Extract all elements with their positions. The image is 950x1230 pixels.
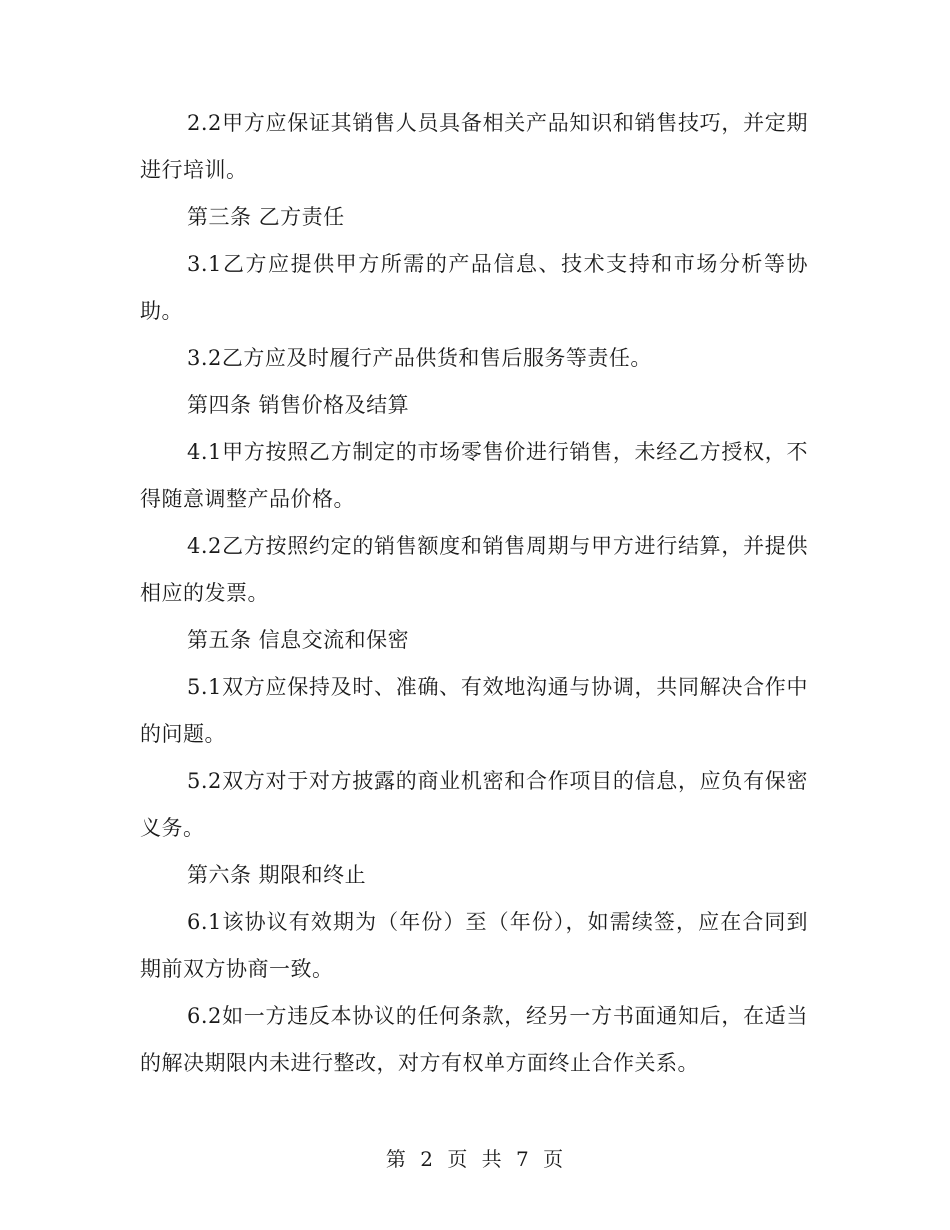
clause-3-2: 3.2乙方应及时履行产品供货和售后服务等责任。 — [187, 346, 652, 370]
footer-total-label: 共 — [481, 1147, 503, 1171]
document-body — [140, 100, 808, 1087]
clause-5-1: 5.1双方应保持及时、准确、有效地沟通与协调，共同解决合作中的问题。 — [140, 675, 808, 746]
clause-6-2: 6.2如一方违反本协议的任何条款，经另一方书面通知后，在适当的解决期限内未进行整改，对方有权单方面终止合作关系。 — [140, 1004, 808, 1075]
page-number-footer — [0, 1145, 950, 1173]
article-6-heading: 第六条 期限和终止 — [187, 863, 367, 887]
clause-4-2: 4.2乙方按照约定的销售额度和销售周期与甲方进行结算，并提供相应的发票。 — [140, 534, 808, 605]
article-3-heading: 第三条 乙方责任 — [187, 205, 345, 229]
clause-5-2: 5.2双方对于对方披露的商业机密和合作项目的信息，应负有保密义务。 — [140, 769, 808, 840]
footer-current-page: 2 — [420, 1147, 434, 1171]
clause-3-1: 3.1乙方应提供甲方所需的产品信息、技术支持和市场分析等协助。 — [140, 252, 808, 323]
clause-6-1: 6.1该协议有效期为（年份）至（年份），如需续签，应在合同到期前双方协商一致。 — [140, 910, 808, 981]
footer-total-unit: 页 — [543, 1147, 565, 1171]
clause-2-2: 2.2甲方应保证其销售人员具备相关产品知识和销售技巧，并定期进行培训。 — [140, 111, 808, 182]
article-5-heading: 第五条 信息交流和保密 — [187, 628, 410, 652]
footer-page-unit: 页 — [447, 1147, 469, 1171]
footer-page-label: 第 — [385, 1147, 407, 1171]
clause-4-1: 4.1甲方按照乙方制定的市场零售价进行销售，未经乙方授权，不得随意调整产品价格。 — [140, 440, 808, 511]
footer-total-pages: 7 — [516, 1147, 530, 1171]
article-4-heading: 第四条 销售价格及结算 — [187, 393, 410, 417]
